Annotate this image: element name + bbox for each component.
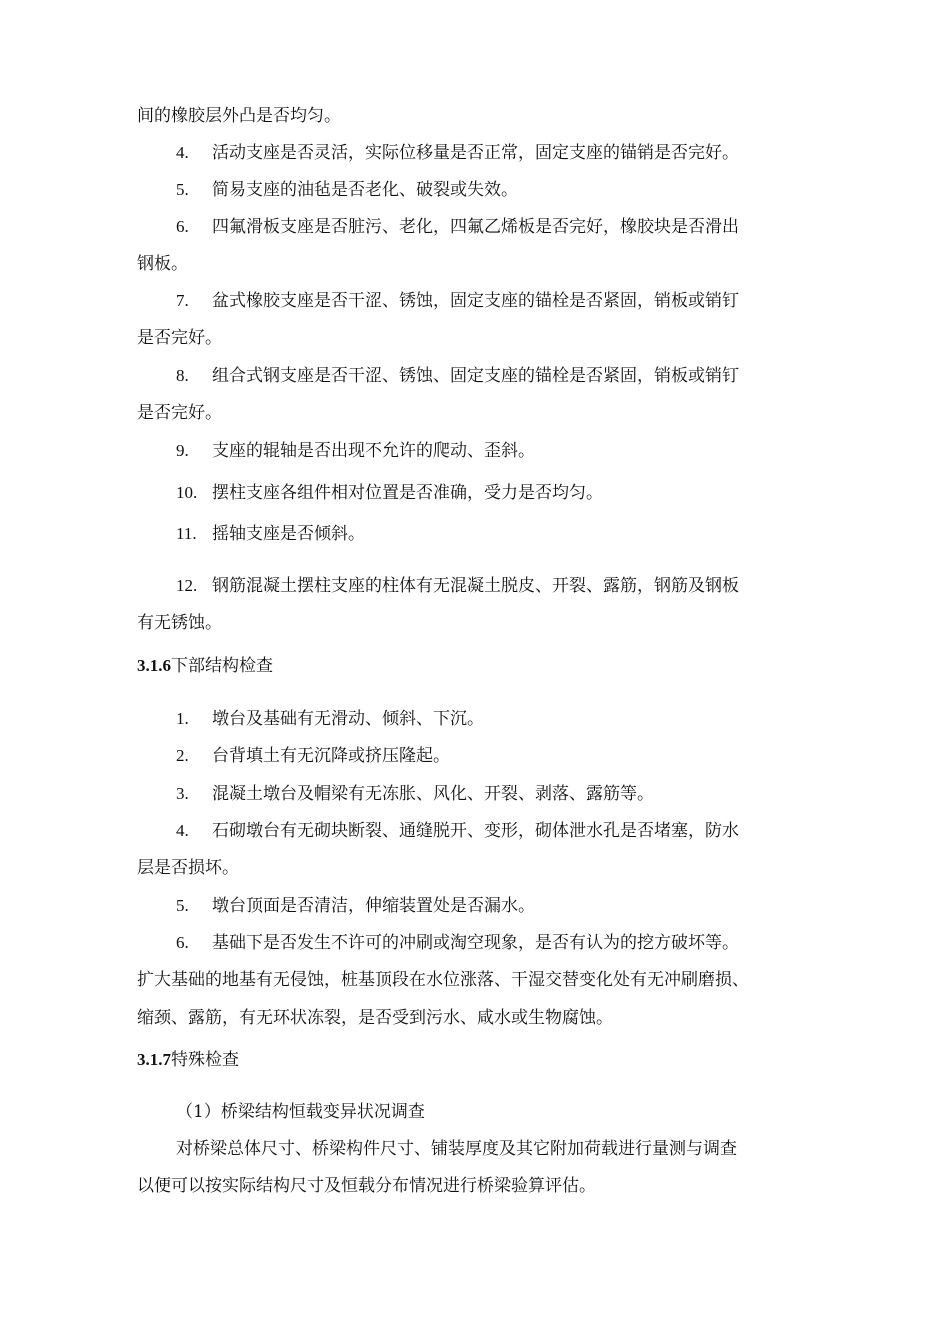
list-item-7-continuation: 是否完好。 — [137, 328, 222, 348]
list-item-6 — [176, 216, 816, 238]
list-number: 12. — [176, 576, 198, 595]
list-text: 钢筋混凝土摆柱支座的柱体有无混凝土脱皮、开裂、露筋，钢筋及钢板 — [212, 576, 739, 596]
list-text: 支座的辊轴是否出现不允许的爬动、歪斜。 — [212, 441, 535, 461]
paragraph: 对桥梁总体尺寸、桥梁构件尺寸、铺装厚度及其它附加荷载进行量测与调查 — [176, 1139, 737, 1159]
list-number: 6. — [176, 217, 189, 236]
list-item-12-continuation: 有无锈蚀。 — [137, 613, 222, 633]
list-item-6-sub — [176, 932, 816, 954]
list-text: 摇轴支座是否倾斜。 — [212, 524, 365, 544]
section-number: 3.1.6 — [137, 656, 171, 675]
list-text: 简易支座的油毡是否老化、破裂或失效。 — [212, 180, 518, 200]
section-title: 特殊检查 — [171, 1050, 239, 1070]
list-item-8-continuation: 是否完好。 — [137, 403, 222, 423]
list-item-6-sub-continuation: 缩颈、露筋，有无环状冻裂，是否受到污水、咸水或生物腐蚀。 — [137, 1008, 613, 1028]
list-text: 活动支座是否灵活，实际位移量是否正常，固定支座的锚销是否完好。 — [212, 143, 739, 163]
list-item-1 — [176, 708, 816, 730]
list-number: 4. — [176, 821, 189, 840]
list-item-4-sub — [176, 820, 816, 842]
list-number: 3. — [176, 784, 189, 803]
list-text: 摆柱支座各组件相对位置是否准确，受力是否均匀。 — [212, 483, 603, 503]
list-number: 8. — [176, 366, 189, 385]
subsection-title: （1）桥梁结构恒载变异状况调查 — [176, 1102, 425, 1122]
list-item-4 — [176, 142, 816, 164]
list-number: 7. — [176, 291, 189, 310]
list-number: 5. — [176, 896, 189, 915]
list-text: 石砌墩台有无砌块断裂、通缝脱开、变形，砌体泄水孔是否堵塞，防水 — [212, 821, 739, 841]
list-item-5-sub — [176, 895, 816, 917]
list-text: 台背填土有无沉降或挤压隆起。 — [212, 746, 450, 766]
list-item-9 — [176, 440, 816, 462]
list-number: 6. — [176, 933, 189, 952]
list-item-4-sub-continuation: 层是否损坏。 — [137, 858, 239, 878]
list-text: 盆式橡胶支座是否干涩、锈蚀，固定支座的锚栓是否紧固，销板或销钉 — [212, 291, 739, 311]
paragraph-continuation: 间的橡胶层外凸是否均匀。 — [137, 106, 341, 126]
section-heading-3-1-6 — [137, 655, 817, 677]
list-text: 基础下是否发生不许可的冲刷或淘空现象，是否有认为的挖方破坏等。 — [212, 933, 739, 953]
list-item-6-sub-continuation: 扩大基础的地基有无侵蚀，桩基顶段在水位涨落、干湿交替变化处有无冲刷磨损、 — [137, 970, 749, 990]
list-text: 墩台及基础有无滑动、倾斜、下沉。 — [212, 709, 484, 729]
section-title: 下部结构检查 — [171, 656, 273, 676]
list-text: 混凝土墩台及帽梁有无冻胀、风化、开裂、剥落、露筋等。 — [212, 784, 654, 804]
list-number: 2. — [176, 746, 189, 765]
list-item-11 — [176, 523, 816, 545]
list-item-5 — [176, 179, 816, 201]
list-number: 5. — [176, 180, 189, 199]
list-item-2 — [176, 745, 816, 767]
list-text: 组合式钢支座是否干涩、锈蚀、固定支座的锚栓是否紧固，销板或销钉 — [212, 366, 739, 386]
list-item-12 — [176, 575, 816, 597]
list-item-10 — [176, 482, 816, 504]
list-item-8 — [176, 365, 816, 387]
list-text: 墩台顶面是否清洁，伸缩装置处是否漏水。 — [212, 896, 535, 916]
list-item-7 — [176, 290, 816, 312]
list-item-3 — [176, 783, 816, 805]
list-number: 10. — [176, 483, 198, 502]
list-text: 四氟滑板支座是否脏污、老化，四氟乙烯板是否完好，橡胶块是否滑出 — [212, 217, 739, 237]
paragraph-continuation: 以便可以按实际结构尺寸及恒载分布情况进行桥梁验算评估。 — [137, 1176, 596, 1196]
section-number: 3.1.7 — [137, 1050, 171, 1069]
list-number: 1. — [176, 709, 189, 728]
list-item-6-continuation: 钢板。 — [137, 254, 188, 274]
list-number: 4. — [176, 143, 189, 162]
list-number: 9. — [176, 441, 189, 460]
list-number: 11. — [176, 524, 197, 543]
section-heading-3-1-7 — [137, 1049, 817, 1071]
